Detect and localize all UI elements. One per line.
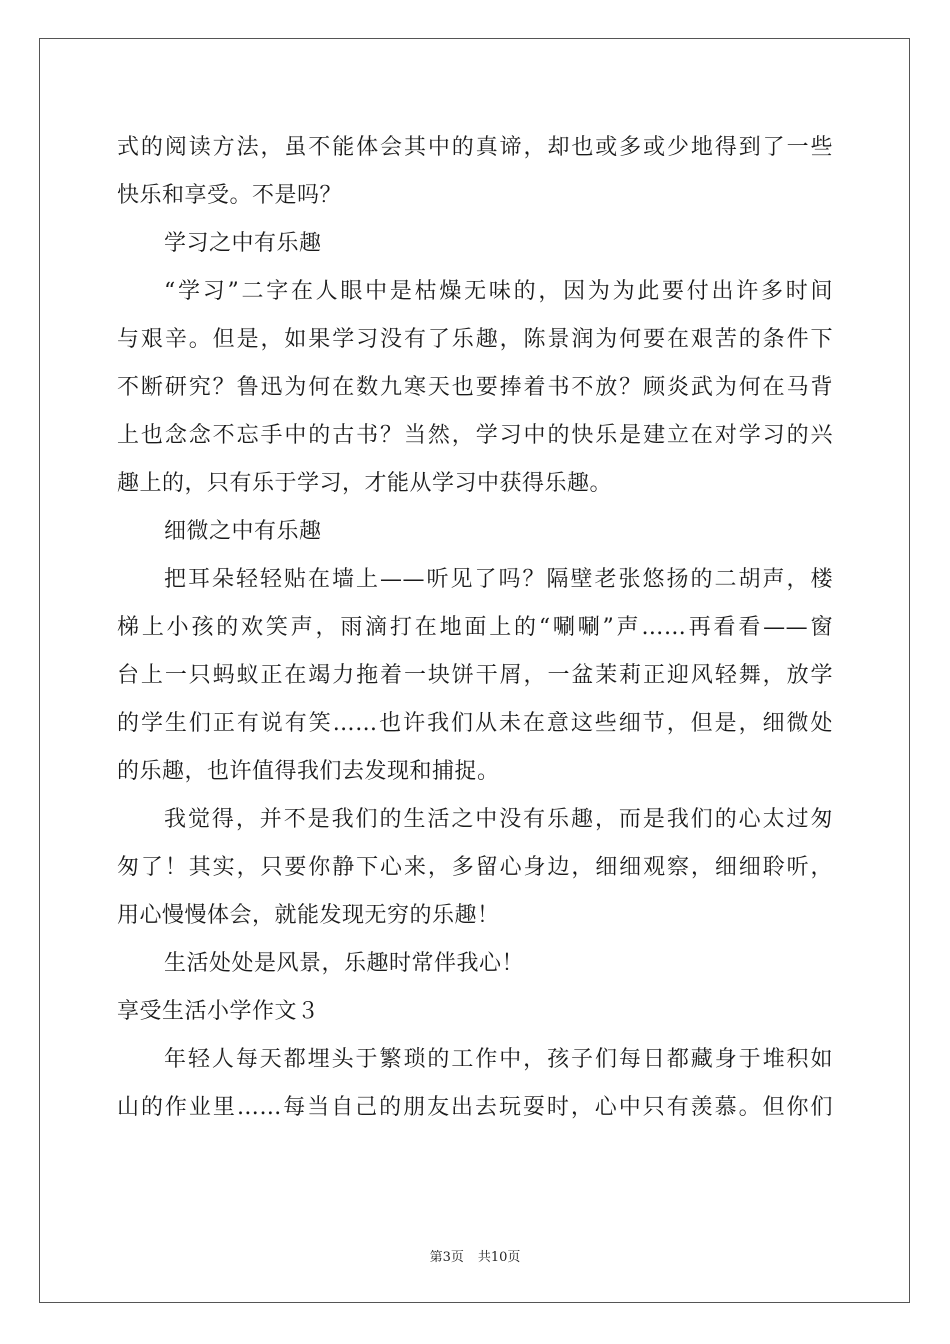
- page-number: 第3页: [429, 1250, 464, 1265]
- text-line: 我觉得，并不是我们的生活之中没有乐趣，而是我们的心太过匆: [164, 807, 833, 832]
- text-line: 梯上小孩的欢笑声，雨滴打在地面上的“唰唰”声……再看看——窗: [117, 615, 833, 640]
- text-line: 用心慢慢体会，就能发现无穷的乐趣！: [117, 903, 500, 928]
- text-line: 年轻人每天都埋头于繁琐的工作中，孩子们每日都藏身于堆积如: [164, 1047, 833, 1072]
- essay-title: 享受生活小学作文３: [117, 999, 320, 1024]
- section-heading: 学习之中有乐趣: [164, 231, 322, 256]
- section-heading: 细微之中有乐趣: [164, 519, 322, 544]
- text-line: “学习”二字在人眼中是枯燥无味的，因为为此要付出许多时间: [164, 279, 833, 304]
- page-footer: [0, 1246, 950, 1265]
- text-line: 式的阅读方法，虽不能体会其中的真谛，却也或多或少地得到了一些: [117, 135, 833, 160]
- text-line: 台上一只蚂蚁正在竭力拖着一块饼干屑，一盆茉莉正迎风轻舞，放学: [117, 663, 833, 688]
- text-line: 的乐趣，也许值得我们去发现和捕捉。: [117, 759, 500, 784]
- text-line: 匆了！其实，只要你静下心来，多留心身边，细细观察，细细聆听，: [117, 855, 833, 880]
- page-total: 共10页: [477, 1250, 521, 1265]
- text-line: 不断研究？鲁迅为何在数九寒天也要捧着书不放？顾炎武为何在马背: [117, 375, 833, 400]
- text-line: 快乐和享受。不是吗？: [117, 183, 343, 208]
- text-line: 山的作业里……每当自己的朋友出去玩耍时，心中只有羡慕。但你们: [117, 1095, 833, 1120]
- text-line: 与艰辛。但是，如果学习没有了乐趣，陈景润为何要在艰苦的条件下: [117, 327, 833, 352]
- text-line: 生活处处是风景，乐趣时常伴我心！: [164, 951, 525, 976]
- text-line: 上也念念不忘手中的古书？当然，学习中的快乐是建立在对学习的兴: [117, 423, 833, 448]
- text-line: 的学生们正有说有笑……也许我们从未在意这些细节，但是，细微处: [117, 711, 833, 736]
- text-line: 趣上的，只有乐于学习，才能从学习中获得乐趣。: [117, 471, 613, 496]
- text-line: 把耳朵轻轻贴在墙上——听见了吗？隔壁老张悠扬的二胡声，楼: [164, 567, 833, 592]
- document-body: [117, 124, 833, 1132]
